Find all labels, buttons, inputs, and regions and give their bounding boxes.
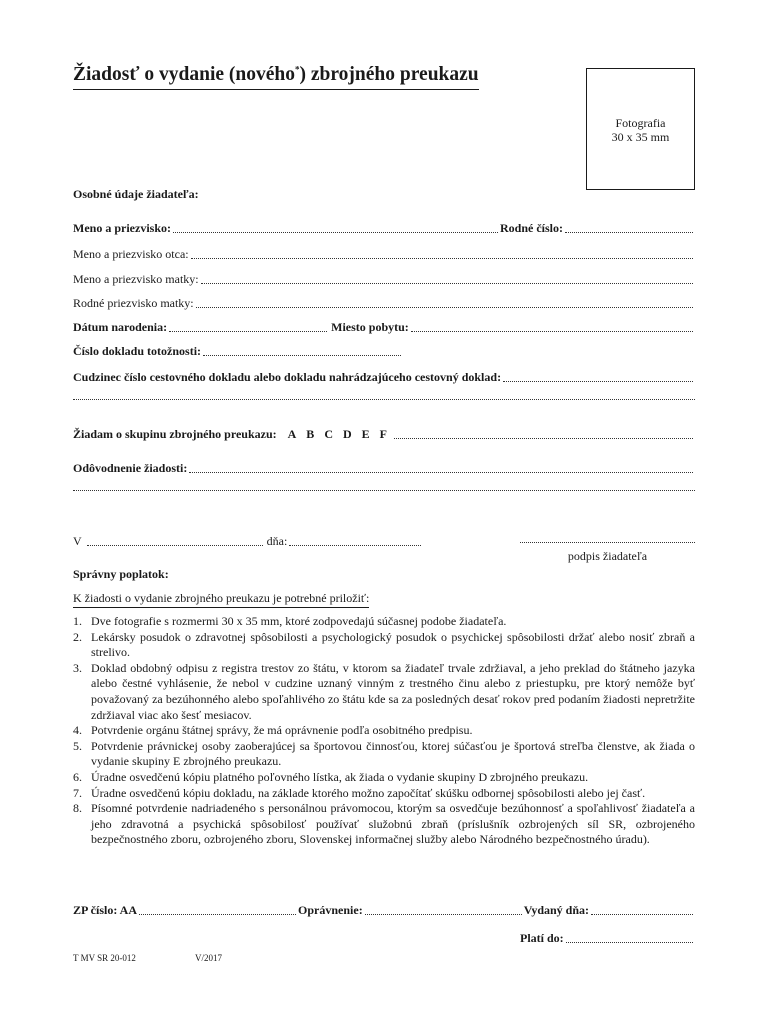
row-office-use xyxy=(73,902,695,918)
signature-field[interactable] xyxy=(520,542,695,543)
row-mother xyxy=(73,271,695,287)
date-field[interactable] xyxy=(289,533,421,546)
photo-box[interactable] xyxy=(586,68,695,190)
foreigner-label: Cudzinec číslo cestovného dokladu alebo dokladu nahrádzajúceho cestovný doklad: xyxy=(73,370,502,384)
list-item: 2. Lekársky posudok o zdravotnej spôsobilosti a psychologický posudok o psychickej spôsobilosti držať alebo nosiť zbraň a strelivo. xyxy=(73,629,695,660)
birth-number-field[interactable] xyxy=(565,220,693,233)
permission-field[interactable] xyxy=(365,902,522,915)
list-item: 6. Úradne osvedčenú kópiu platného poľovného lístka, ak žiada o vydanie skupiny D zbrojného preukazu. xyxy=(73,769,589,784)
row-group-request xyxy=(73,426,695,442)
list-item: 5. Potvrdenie právnickej osoby zaoberajúcej sa športovou činnosťou, ktorej súčasťou je športová streľba členstve, ak žiada o vydanie skupiny E zbrojného preukazu. xyxy=(73,738,695,769)
row-place-date xyxy=(73,533,423,549)
row-valid-until xyxy=(520,930,695,946)
id-number-label: Číslo dokladu totožnosti: xyxy=(73,344,202,358)
group-options xyxy=(283,426,392,442)
mother-maiden-label: Rodné priezvisko matky: xyxy=(73,296,194,310)
list-item: 3. Doklad obdobný odpisu z registra trestov zo štátu, v ktorom sa žiadateľ trvale zdržiaval, a jeho preklad do štátneho jazyka alebo čestné vyhlásenie, že nebol v cudzine uznaný vinným z trestného činu alebo z priestupku, pre ktorý nemôže byť považovaný za bezúhonného alebo spoľahlivého zo štátu kde sa za posledných desať rokov pred podaním žiadosti nepretržite zdržiaval viac ako šesť mesiacov. xyxy=(73,660,695,722)
group-option-a[interactable]: A xyxy=(287,427,297,441)
justification-field[interactable] xyxy=(189,460,693,473)
row-foreigner xyxy=(73,369,695,385)
group-option-e[interactable]: E xyxy=(361,427,370,441)
row-justification xyxy=(73,460,695,476)
birth-date-label: Dátum narodenia: xyxy=(73,320,168,334)
form-title: Žiadosť o vydanie (nového*) zbrojného preukazu xyxy=(73,64,479,90)
group-option-f[interactable]: F xyxy=(379,427,388,441)
form-code: T MV SR 20-012 xyxy=(73,953,136,963)
justification-field-continued[interactable] xyxy=(73,490,695,491)
zp-number-label: ZP číslo: AA xyxy=(73,903,138,917)
group-option-c[interactable]: C xyxy=(324,427,333,441)
place-label: V xyxy=(73,534,82,548)
mother-maiden-field[interactable] xyxy=(196,295,693,308)
mother-name-field[interactable] xyxy=(201,271,693,284)
name-label: Meno a priezvisko: xyxy=(73,221,171,235)
attachments-heading: K žiadosti o vydanie zbrojného preukazu je potrebné priložiť: xyxy=(73,591,369,608)
group-option-d[interactable]: D xyxy=(342,427,352,441)
requirements-list xyxy=(73,614,695,848)
foreigner-field-continued[interactable] xyxy=(73,399,695,400)
photo-label: Fotografia xyxy=(615,116,666,130)
residence-field[interactable] xyxy=(411,319,693,332)
fee-label: Správny poplatok: xyxy=(73,567,169,581)
signature-label: podpis žiadateľa xyxy=(567,549,648,563)
list-item: 4. Potvrdenie orgánu štátnej správy, že má oprávnenie podľa osobitného predpisu. xyxy=(73,723,473,738)
foreigner-field[interactable] xyxy=(503,369,693,382)
place-field[interactable] xyxy=(87,533,263,546)
group-request-label: Žiadam o skupinu zbrojného preukazu: xyxy=(73,427,277,441)
group-option-b[interactable]: B xyxy=(306,427,315,441)
permission-label: Oprávnenie: xyxy=(298,903,363,917)
residence-label: Miesto pobytu: xyxy=(331,320,409,334)
mother-name-label: Meno a priezvisko matky: xyxy=(73,272,199,286)
section-personal-heading: Osobné údaje žiadateľa: xyxy=(73,187,199,201)
birth-number-label: Rodné číslo: xyxy=(500,221,563,235)
birth-date-field[interactable] xyxy=(169,319,327,332)
list-item: 8. Písomné potvrdenie nadriadeného s personálnou právomocou, ktorým sa osvedčuje bezúhonnosť a spoľahlivosť žiadateľa a jeho zdravotná a psychická spôsobilosť používať služobnú zbraň (príslušník ozbrojených síl SR, ozbrojeného bezpečnostného zboru, ozbrojeného zboru, Slovenskej informačnej služby alebo Národného bezpečnostného úradu). xyxy=(73,801,695,847)
list-item: 1. Dve fotografie s rozmermi 30 x 35 mm, ktoré zodpovedajú súčasnej podobe žiadateľa. xyxy=(73,614,507,628)
justification-label: Odôvodnenie žiadosti: xyxy=(73,461,188,475)
list-item: 7. Úradne osvedčenú kópiu dokladu, na základe ktorého možno započítať skúšku odbornej spôsobilosti alebo jej časť. xyxy=(73,785,646,800)
valid-until-label: Platí do: xyxy=(520,931,564,945)
row-id xyxy=(73,343,695,359)
row-birth-residence xyxy=(73,319,695,335)
father-name-label: Meno a priezvisko otca: xyxy=(73,247,189,261)
form-version: V/2017 xyxy=(195,953,222,963)
photo-size: 30 x 35 mm xyxy=(611,130,670,144)
name-field[interactable] xyxy=(173,220,498,233)
issued-date-label: Vydaný dňa: xyxy=(523,903,590,917)
row-father xyxy=(73,246,695,262)
issued-date-field[interactable] xyxy=(591,902,693,915)
group-request-field[interactable] xyxy=(394,426,693,439)
valid-until-field[interactable] xyxy=(566,930,693,943)
date-label: dňa: xyxy=(266,534,288,548)
row-mother-maiden xyxy=(73,295,695,311)
id-number-field[interactable] xyxy=(203,343,401,356)
row-name xyxy=(73,220,695,236)
zp-number-field[interactable] xyxy=(139,902,296,915)
father-name-field[interactable] xyxy=(191,246,693,259)
